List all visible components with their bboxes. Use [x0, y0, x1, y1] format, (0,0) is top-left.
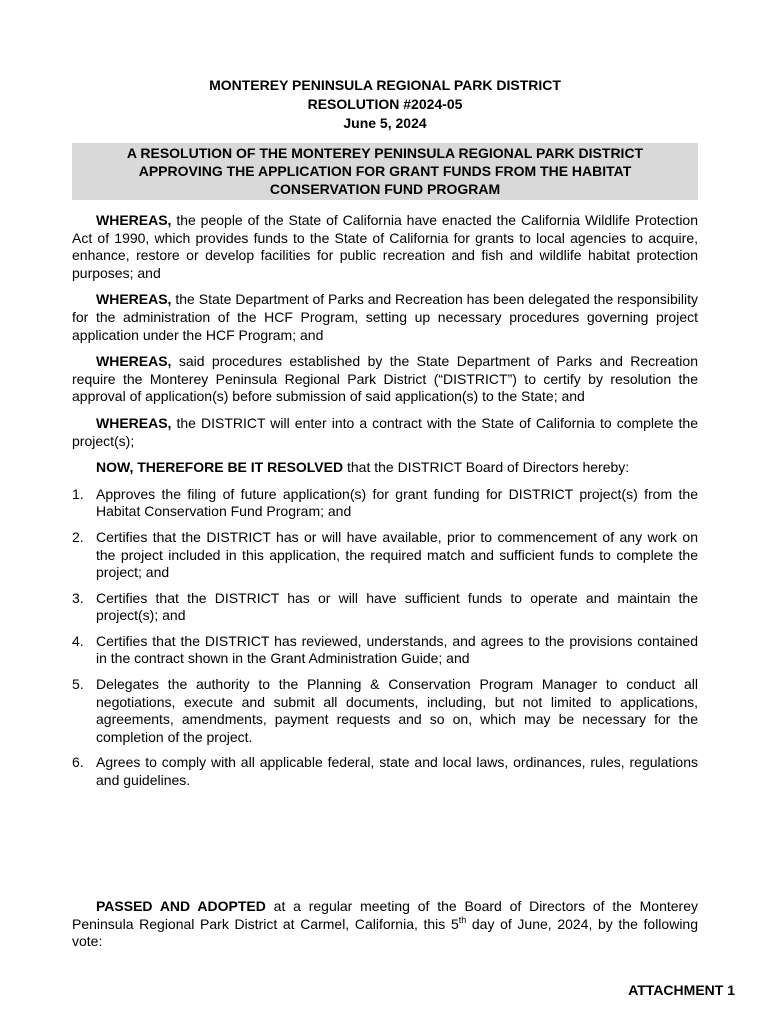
paragraph-text: said procedures established by the State Department of Parks and Recreation require the Monterey Peninsula Regional Park District (“DISTRICT”) to certify by resolution the approval of application(s) before submission of said application(s) to the State; and: [72, 353, 698, 405]
title-line-1: A RESOLUTION OF THE MONTEREY PENINSULA REGIONAL PARK DISTRICT: [126, 145, 644, 161]
ordinal-suffix: th: [458, 914, 467, 925]
paragraph-text: that the DISTRICT Board of Directors hereby:: [343, 459, 630, 476]
paragraph-text: the State Department of Parks and Recreation has been delegated the responsibility for the administration of the HCF Program, setting up necessary procedures governing project application under the HCF Program; and: [72, 291, 698, 343]
paragraph-text: the DISTRICT will enter into a contract with the State of California to complete the project(s);: [72, 414, 698, 449]
item-text: Delegates the authority to the Planning & Conservation Program Manager to conduct all negotiations, execute and submit all documents, including, but not limited to applications, agreements, amendments, payment requests and so on, which may be necessary for the completion of the project.: [96, 676, 698, 745]
paragraph-text-end: day of June, 2024, by the following vote:: [72, 915, 698, 950]
attachment-label: ATTACHMENT 1: [628, 982, 735, 998]
item-number: 1.: [72, 485, 84, 502]
item-text: Certifies that the DISTRICT has or will have sufficient funds to operate and maintain the project(s); and: [96, 589, 698, 624]
list-item: [72, 590, 698, 625]
resolution-date: June 5, 2024: [343, 115, 427, 131]
paragraph-lead: WHEREAS,: [96, 414, 172, 431]
item-number: 3.: [72, 589, 84, 606]
title-line-3: CONSERVATION FUND PROGRAM: [269, 181, 501, 197]
item-number: 4.: [72, 632, 84, 649]
title-line-2: APPROVING THE APPLICATION FOR GRANT FUNDS FROM THE HABITAT: [138, 163, 632, 179]
document-header: [0, 76, 770, 133]
passed-and-adopted-paragraph: [72, 898, 698, 951]
list-item: [72, 754, 698, 789]
resolution-body: [72, 212, 698, 798]
item-number: 6.: [72, 754, 84, 771]
item-text: Approves the filing of future application(s) for grant funding for DISTRICT project(s) from the Habitat Conservation Fund Program; and: [96, 485, 698, 520]
paragraph-text: at a regular meeting of the Board of Directors of the Monterey Peninsula Regional Park District at Carmel, California, this 5: [72, 898, 698, 932]
whereas-paragraph: [72, 291, 698, 344]
list-item: [72, 633, 698, 668]
resolution-items-list: [72, 486, 698, 790]
district-name: MONTEREY PENINSULA REGIONAL PARK DISTRICT: [209, 77, 561, 93]
resolution-number: RESOLUTION #2024-05: [307, 96, 463, 112]
list-item: [72, 676, 698, 746]
whereas-paragraph: [72, 353, 698, 406]
paragraph-lead: NOW, THEREFORE BE IT RESOLVED: [96, 459, 344, 476]
paragraph-lead: WHEREAS,: [96, 291, 172, 308]
paragraph-text: the people of the State of California have enacted the California Wildlife Protection Act of 1990, which provides funds to the State of California for grants to local agencies to acquire, enhance, restore or develop facilities for public recreation and fish and wildlife habitat protection purposes; and: [72, 212, 698, 281]
item-number: 2.: [72, 528, 84, 545]
resolution-title-banner: [72, 143, 698, 200]
paragraph-lead: WHEREAS,: [96, 353, 172, 370]
whereas-paragraph: [72, 212, 698, 282]
item-text: Certifies that the DISTRICT has reviewed, understands, and agrees to the provisions contained in the contract shown in the Grant Administration Guide; and: [96, 632, 698, 667]
list-item: [72, 529, 698, 582]
list-item: [72, 486, 698, 521]
item-text: Agrees to comply with all applicable federal, state and local laws, ordinances, rules, regulations and guidelines.: [96, 754, 698, 789]
resolved-paragraph: [72, 459, 698, 477]
item-text: Certifies that the DISTRICT has or will have available, prior to commencement of any work on the project included in this application, the required match and sufficient funds to complete the project; and: [96, 528, 698, 581]
paragraph-lead: PASSED AND ADOPTED: [96, 898, 266, 914]
whereas-paragraph: [72, 415, 698, 450]
item-number: 5.: [72, 676, 84, 693]
paragraph-lead: WHEREAS,: [96, 212, 172, 228]
